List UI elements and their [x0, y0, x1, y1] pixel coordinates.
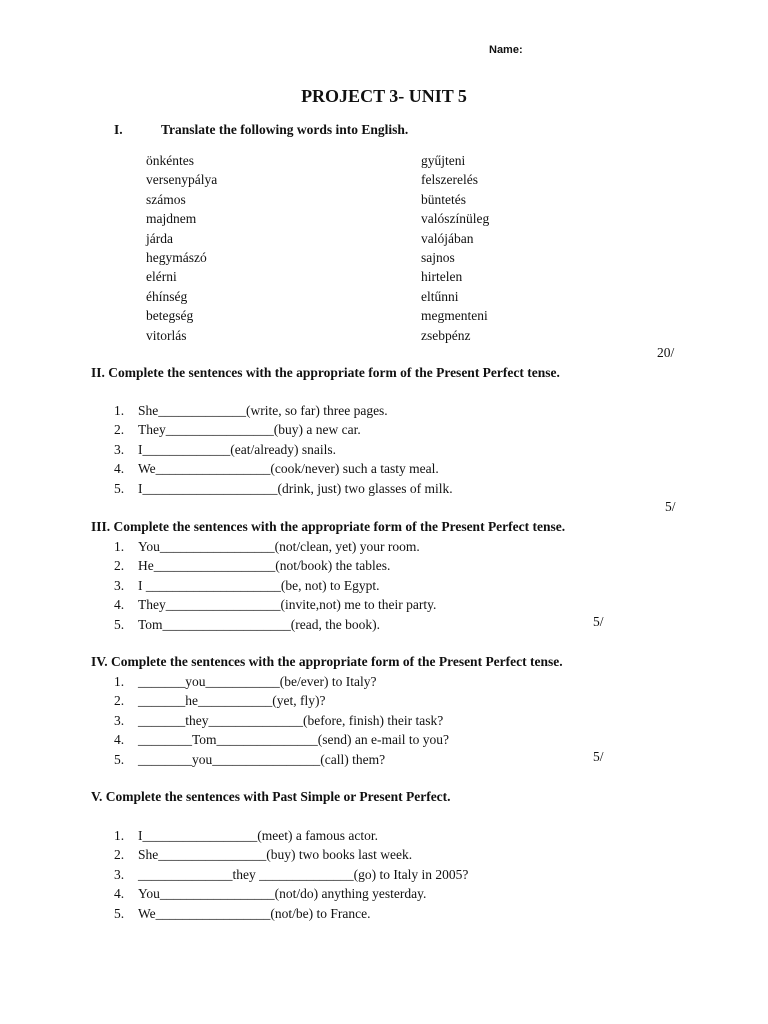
word-item: versenypálya — [146, 172, 218, 188]
item-text: He__________________(not/book) the tables. — [138, 558, 391, 574]
section5-list — [114, 826, 468, 923]
exercise-item — [114, 730, 449, 749]
item-number: 2. — [114, 558, 125, 574]
item-text: She________________(buy) two books last week. — [138, 847, 413, 863]
section2-list — [114, 401, 453, 498]
exercise-item — [114, 750, 449, 769]
section2-heading: II. Complete the sentences with the appropriate form of the Present Perfect tense. — [91, 365, 560, 380]
item-number: 3. — [114, 577, 125, 593]
section1-number: I. — [114, 122, 123, 137]
page-title: PROJECT 3- UNIT 5 — [301, 86, 467, 106]
item-text: You_________________(not/clean, yet) your room. — [138, 539, 420, 554]
exercise-item — [114, 459, 453, 478]
word-item: vitorlás — [146, 327, 187, 343]
word-item: önkéntes — [146, 153, 194, 168]
exercise-item — [114, 711, 449, 730]
item-text: She_____________(write, so far) three pages. — [138, 403, 388, 418]
item-text: They_________________(invite,not) me to their party. — [138, 597, 437, 613]
section3-list — [114, 537, 436, 634]
exercise-item — [114, 845, 468, 864]
item-text: They________________(buy) a new car. — [138, 422, 361, 438]
word-item: valószínüleg — [421, 211, 490, 227]
exercise-item — [114, 440, 453, 459]
item-number: 5. — [114, 905, 125, 921]
section4-heading: IV. Complete the sentences with the appropriate form of the Present Perfect tense. — [91, 654, 563, 669]
item-number: 5. — [114, 751, 125, 767]
name-label: Name: — [489, 44, 523, 56]
item-number: 1. — [114, 539, 125, 554]
section1-instruction: Translate the following words into English. — [161, 122, 409, 137]
word-item: járda — [146, 230, 173, 246]
section3-heading: III. Complete the sentences with the appropriate form of the Present Perfect tense. — [91, 519, 566, 534]
item-number: 5. — [114, 480, 125, 496]
item-text: I_________________(meet) a famous actor. — [138, 828, 378, 843]
item-text: I ____________________(be, not) to Egypt. — [138, 577, 380, 593]
item-number: 3. — [114, 712, 125, 728]
word-item: számos — [146, 191, 186, 207]
item-number: 1. — [114, 674, 125, 689]
exercise-item — [114, 672, 449, 691]
exercise-item — [114, 556, 436, 575]
section4-score: 5/ — [593, 749, 604, 764]
item-number: 1. — [114, 828, 125, 843]
word-item: zsebpénz — [421, 327, 471, 343]
item-text: Tom___________________(read, the book). — [138, 616, 381, 632]
exercise-item — [114, 826, 468, 845]
word-item: eltűnni — [421, 288, 459, 304]
item-text: ________Tom_______________(send) an e-mail to you? — [138, 732, 450, 748]
word-item: gyűjteni — [421, 153, 466, 168]
word-item: elérni — [146, 269, 177, 285]
word-item: majdnem — [146, 211, 197, 227]
section5-heading: V. Complete the sentences with Past Simple or Present Perfect. — [91, 789, 451, 804]
item-number: 1. — [114, 403, 125, 418]
exercise-item — [114, 479, 453, 498]
item-number: 5. — [114, 616, 125, 632]
item-number: 2. — [114, 693, 125, 709]
exercise-item — [114, 420, 453, 439]
exercise-item — [114, 537, 436, 556]
item-text: I____________________(drink, just) two glasses of milk. — [138, 480, 453, 496]
item-number: 4. — [114, 886, 125, 902]
word-list-hungarian-right — [421, 151, 489, 345]
exercise-item — [114, 884, 468, 903]
word-item: éhínség — [146, 288, 188, 304]
item-text: _______he___________(yet, fly)? — [138, 693, 326, 709]
section2-score: 5/ — [665, 499, 676, 514]
item-text: _______you___________(be/ever) to Italy? — [138, 674, 377, 689]
exercise-item — [114, 595, 436, 614]
item-number: 3. — [114, 441, 125, 457]
item-number: 2. — [114, 422, 125, 438]
item-number: 4. — [114, 461, 125, 477]
word-item: hirtelen — [421, 269, 463, 285]
item-text: You_________________(not/do) anything yesterday. — [138, 886, 427, 902]
word-list-hungarian-left — [146, 151, 217, 345]
word-item: felszerelés — [421, 172, 478, 188]
exercise-item — [114, 576, 436, 595]
exercise-item — [114, 904, 468, 923]
item-text: ______________they ______________(go) to Italy in 2005? — [138, 866, 469, 882]
item-number: 2. — [114, 847, 125, 863]
item-number: 3. — [114, 866, 125, 882]
exercise-item — [114, 865, 468, 884]
word-item: büntetés — [421, 191, 466, 207]
exercise-item — [114, 691, 449, 710]
item-text: We_________________(cook/never) such a tasty meal. — [138, 461, 439, 477]
item-text: We_________________(not/be) to France. — [138, 905, 371, 921]
word-item: valójában — [421, 230, 474, 246]
item-text: _______they______________(before, finish) their task? — [138, 712, 444, 728]
word-item: hegymászó — [146, 249, 207, 265]
section1-score: 20/ — [657, 345, 675, 360]
word-item: betegség — [146, 308, 194, 324]
exercise-item — [114, 615, 436, 634]
item-number: 4. — [114, 597, 125, 613]
item-text: I_____________(eat/already) snails. — [138, 441, 336, 457]
word-item: sajnos — [421, 249, 455, 265]
item-number: 4. — [114, 732, 125, 748]
section3-score: 5/ — [593, 614, 604, 629]
item-text: ________you________________(call) them? — [138, 751, 386, 767]
exercise-item — [114, 401, 453, 420]
word-item: megmenteni — [421, 308, 488, 324]
section4-list — [114, 672, 449, 769]
